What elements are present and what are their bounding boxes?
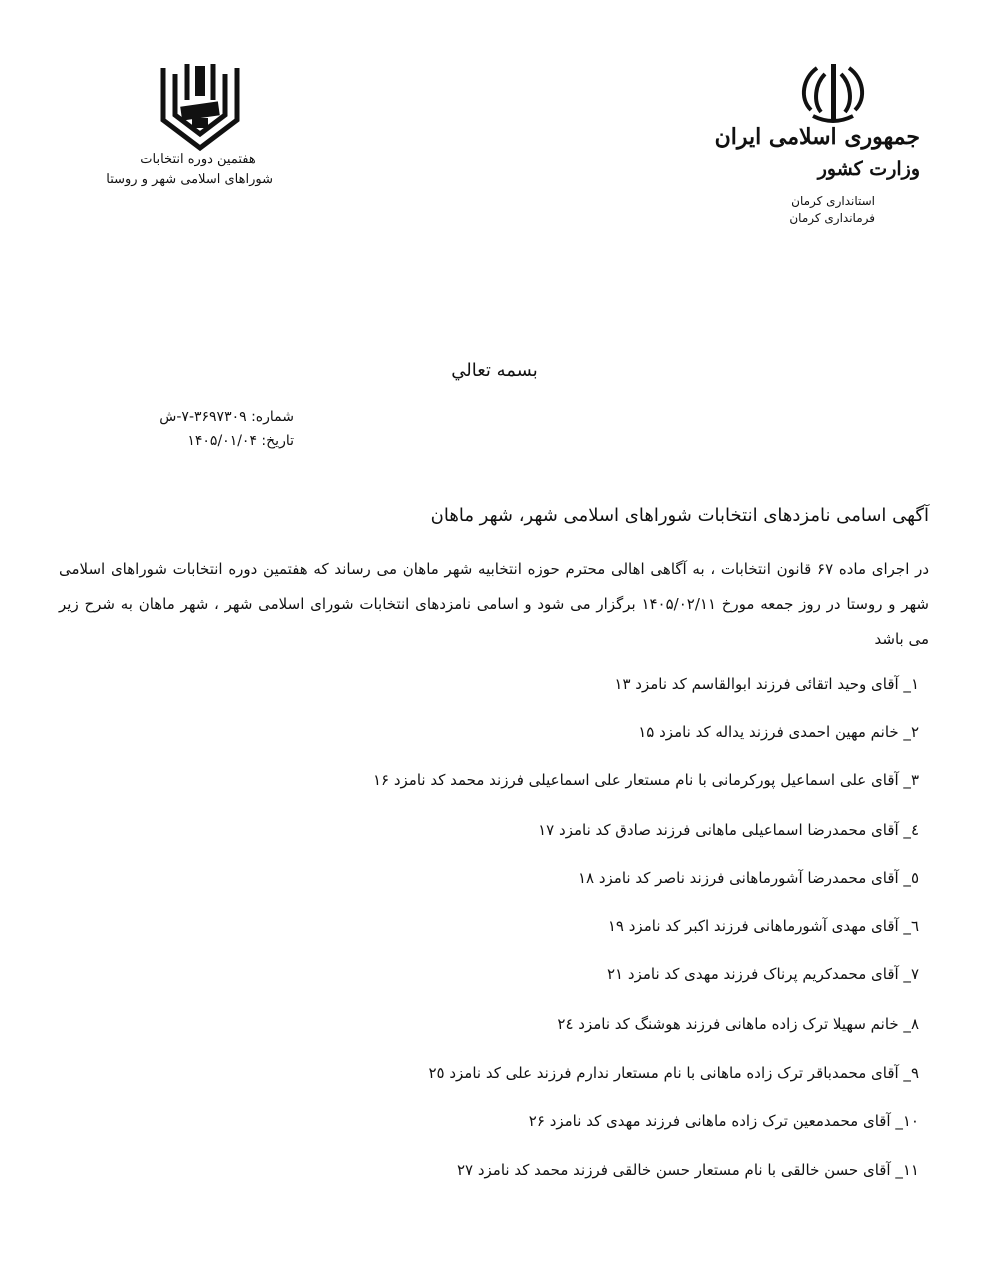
election-emblem-line-1: هفتمین دوره انتخابات <box>140 152 256 167</box>
candidate-item: ۱_ آقای وحید اتقائی فرزند ابوالقاسم کد نامزد ۱۳ <box>614 675 919 693</box>
letter-number: شماره: ۳۶۹۷۳۰۹-۷-ش <box>159 409 294 425</box>
ministry-emblem-logo <box>714 60 920 235</box>
announcement-paragraph: در اجرای ماده ۶۷ قانون انتخابات ، به آگاهی اهالی محترم حوزه انتخابیه شهر ماهان می رساند که هفتمین دوره انتخابات شوراهای اسلامی شهر و روستا در روز جمعه مورخ ۱۴۰۵/۰۲/۱۱ برگزار می شود و اسامی نامزدهای انتخابات شورای اسلامی شهر ، شهر ماهان به شرح زیر می باشد <box>59 560 930 648</box>
candidate-item: ۹_ آقای محمدباقر ترک زاده ماهانی با نام مستعار ندارم فرزند علی کد نامزد ۲٥ <box>428 1064 919 1082</box>
candidate-item: ۸_ خانم سهیلا ترک زاده ماهانی فرزند هوشنگ کد نامزد ۲٤ <box>557 1015 919 1033</box>
letter-date: تاریخ: ۱۴۰۵/۰۱/۰۴ <box>187 433 294 449</box>
candidate-item: ٦_ آقای مهدی آشورماهانی فرزند اکبر کد نامزد ۱۹ <box>607 917 919 935</box>
election-emblem-line-2: شوراهای اسلامی شهر و روستا <box>106 172 273 187</box>
ministry-emblem-line-3: استانداری کرمان <box>791 194 875 208</box>
candidate-item: ٤_ آقای محمدرضا اسماعیلی ماهانی فرزند صادق کد نامزد ۱۷ <box>538 821 919 839</box>
candidate-item: ۷_ آقای محمدکریم پرناک فرزند مهدی کد نامزد ۲۱ <box>607 965 919 983</box>
ministry-emblem-line-1: جمهوری اسلامی ایران <box>714 124 920 150</box>
candidate-item: ۳_ آقای علی اسماعیل پورکرمانی با نام مستعار علی اسماعیلی فرزند محمد کد نامزد ۱۶ <box>372 771 919 789</box>
bismillah-heading: بسمه تعالي <box>451 360 538 381</box>
election-emblem-logo <box>106 60 273 210</box>
national-emblem-icon <box>755 60 920 130</box>
ministry-emblem-line-4: فرمانداری کرمان <box>789 211 875 225</box>
candidate-item: ۱۱_ آقای حسن خالقی با نام مستعار حسن خالقی فرزند محمد کد نامزد ۲۷ <box>456 1161 919 1179</box>
candidate-item: ۲_ خانم مهین احمدی فرزند یداله کد نامزد ۱۵ <box>638 723 919 741</box>
candidate-item: ۱۰_ آقای محمدمعین ترک زاده ماهانی فرزند مهدی کد نامزد ۲۶ <box>528 1112 919 1130</box>
announcement-title: آگهی اسامی نامزدهای انتخابات شوراهای اسلامی شهر، شهر ماهان <box>430 505 929 526</box>
ministry-emblem-line-2: وزارت کشور <box>817 158 920 180</box>
ballot-box-icon <box>145 60 265 155</box>
candidate-item: ٥_ آقای محمدرضا آشورماهانی فرزند ناصر کد نامزد ۱۸ <box>577 869 919 887</box>
